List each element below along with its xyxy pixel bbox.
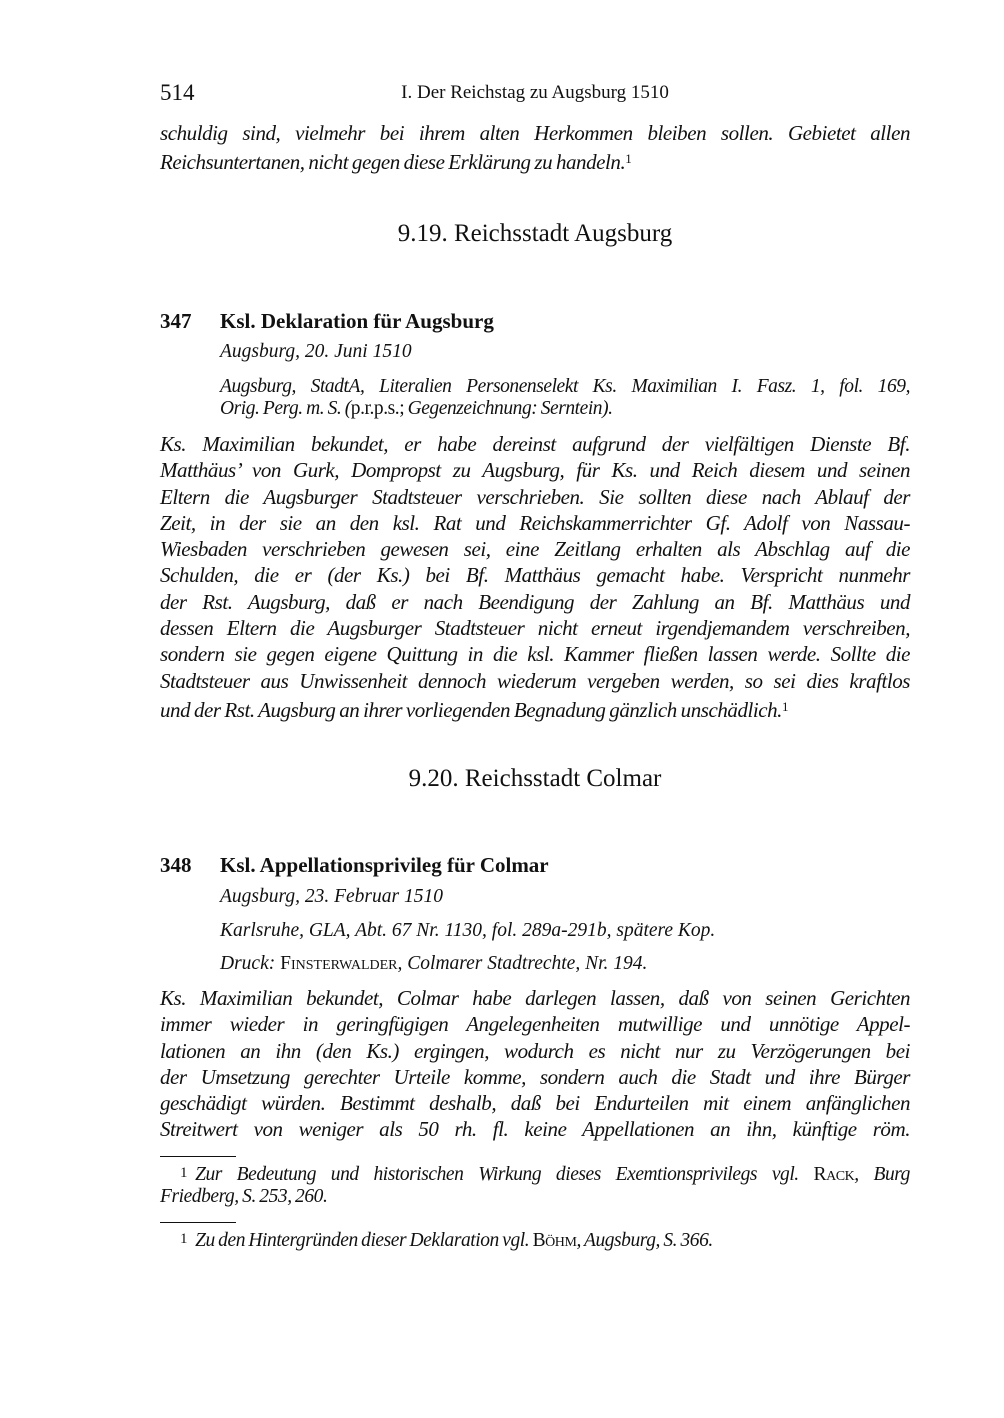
text-line: der Rst. Augsburg, daß er nach Beendigung der Zahlung an Bf. Matthäus und — [160, 589, 910, 614]
footnote-rule — [160, 1222, 236, 1223]
text-span: Finsterwalder — [280, 953, 398, 974]
document-heading — [160, 309, 494, 334]
text-span: 1 — [180, 1165, 188, 1181]
intro-paragraph — [160, 120, 910, 176]
text-line: Eltern die Augsburger Stadtsteuer verschrieben. Sie sollten diese nach Ablauf der — [160, 484, 910, 509]
footnote — [160, 1162, 910, 1208]
footnote-ref: 1 — [781, 698, 789, 714]
document-date: Augsburg, 20. Juni 1510 — [220, 341, 412, 362]
text-line — [220, 398, 910, 420]
text-line: dessen Eltern die Augsburger Stadtsteuer nicht erneut irgendjemandem verschreiben, — [160, 616, 910, 641]
text-span: Zu den Hintergründen dieser Deklaration vgl. — [195, 1230, 530, 1251]
text-span: , Augsburg, S. 366. — [576, 1230, 713, 1251]
text-line — [160, 1228, 910, 1252]
section-title: 9.19. Reichsstadt Augsburg — [397, 220, 673, 247]
text-line: Zeit, in der sie an den ksl. Rat und Reichskammerrichter Gf. Adolf von Nassau- — [160, 510, 910, 535]
footnote-rule — [160, 1156, 236, 1157]
text-span: Reichsuntertanen, nicht gegen diese Erklärung zu handeln. — [160, 150, 626, 175]
text-span: Ksl. Deklaration für Augsburg — [220, 309, 494, 333]
document-source — [220, 376, 910, 420]
footnote — [160, 1228, 910, 1252]
text-line: Schulden, die er (der Ks.) bei Bf. Matthäus gemacht habe. Verspricht nunmehr — [160, 563, 910, 588]
running-header — [160, 80, 910, 108]
text-line: schuldig sind, vielmehr bei ihrem alten Herkommen bleiben sollen. Gebietet allen — [160, 121, 910, 145]
text-span: 347 — [160, 309, 192, 333]
text-span: Druck: — [220, 953, 276, 974]
text-line: Friedberg, S. 253, 260. — [160, 1186, 328, 1207]
running-title: I. Der Reichstag zu Augsburg 1510 — [401, 82, 669, 103]
text-span: Zur Bedeutung und historischen Wirkung dieses Exemtionsprivilegs vgl. — [195, 1164, 799, 1185]
text-span: Rack — [813, 1164, 855, 1185]
regest-paragraph — [160, 985, 910, 1143]
text-span: und der Rst. Augsburg an ihrer vorliegenden Begnadung gänzlich unschädlich. — [160, 697, 782, 722]
text-line: immer wieder in geringfügigen Angelegenheiten mutwillige und unnötige Appel- — [160, 1012, 910, 1037]
text-line: Ks. Maximilian bekundet, Colmar habe darlegen lassen, daß von seinen Gerichten — [160, 986, 910, 1010]
text-span: , Burg — [854, 1164, 910, 1185]
document-source: Karlsruhe, GLA, Abt. 67 Nr. 1130, fol. 289a-291b, spätere Kop. — [220, 920, 716, 941]
text-line: sondern sie gegen eigene Quittung in die ksl. Kammer fließen lassen werde. Sollte die — [160, 642, 910, 667]
document-heading — [160, 853, 549, 878]
text-line: geschädigt würden. Bestimmt deshalb, daß bei Endurteilen mit einem anfänglichen — [160, 1091, 910, 1116]
text-line: Ks. Maximilian bekundet, er habe dereinst aufgrund der vielfältigen Dienste Bf. — [160, 432, 910, 456]
document-date: Augsburg, 23. Februar 1510 — [220, 886, 443, 907]
text-span: , Colmarer Stadtrechte, Nr. 194. — [397, 953, 648, 974]
text-line — [160, 694, 910, 723]
text-span: Orig. Perg. m. S. ( — [220, 398, 351, 419]
text-span: 1 — [180, 1231, 188, 1247]
text-line — [160, 146, 910, 175]
text-line: Stadtsteuer aus Unwissenheit dennoch wiederum vergeben werden, so sei dies kraftlos — [160, 668, 910, 693]
text-line: Augsburg, StadtA, Literalien Personenselekt Ks. Maximilian I. Fasz. 1, fol. 169, — [220, 376, 910, 397]
text-span: Böhm — [532, 1230, 577, 1251]
text-line: der Umsetzung gerechter Urteile komme, sondern auch die Stadt und ihre Bürger — [160, 1064, 910, 1089]
text-span: Gegenzeichnung: Serntein). — [404, 398, 613, 419]
text-line: Streitwert von weniger als 50 rh. fl. keine Appellationen an ihn, künftige röm. — [160, 1117, 910, 1142]
page-number: 514 — [160, 80, 195, 105]
regest-paragraph — [160, 431, 910, 723]
footnote-ref: 1 — [625, 151, 632, 167]
text-line: lationen an ihn (den Ks.) ergingen, wodurch es nicht nur zu Verzögerungen bei — [160, 1038, 910, 1063]
text-span: Ksl. Appellationsprivileg für Colmar — [220, 853, 549, 877]
text-span: p.r.p.s.; — [350, 398, 405, 419]
text-line: Matthäus’ von Gurk, Dompropst zu Augsburg, für Ks. und Reich diesem und seinen — [160, 458, 910, 483]
text-line: Wiesbaden verschrieben gewesen sei, eine Zeitlang erhalten als Abschlag auf die — [160, 537, 910, 562]
print-reference — [220, 953, 910, 975]
text-span: 348 — [160, 853, 192, 877]
text-line — [160, 1162, 910, 1186]
section-title: 9.20. Reichsstadt Colmar — [408, 765, 662, 792]
